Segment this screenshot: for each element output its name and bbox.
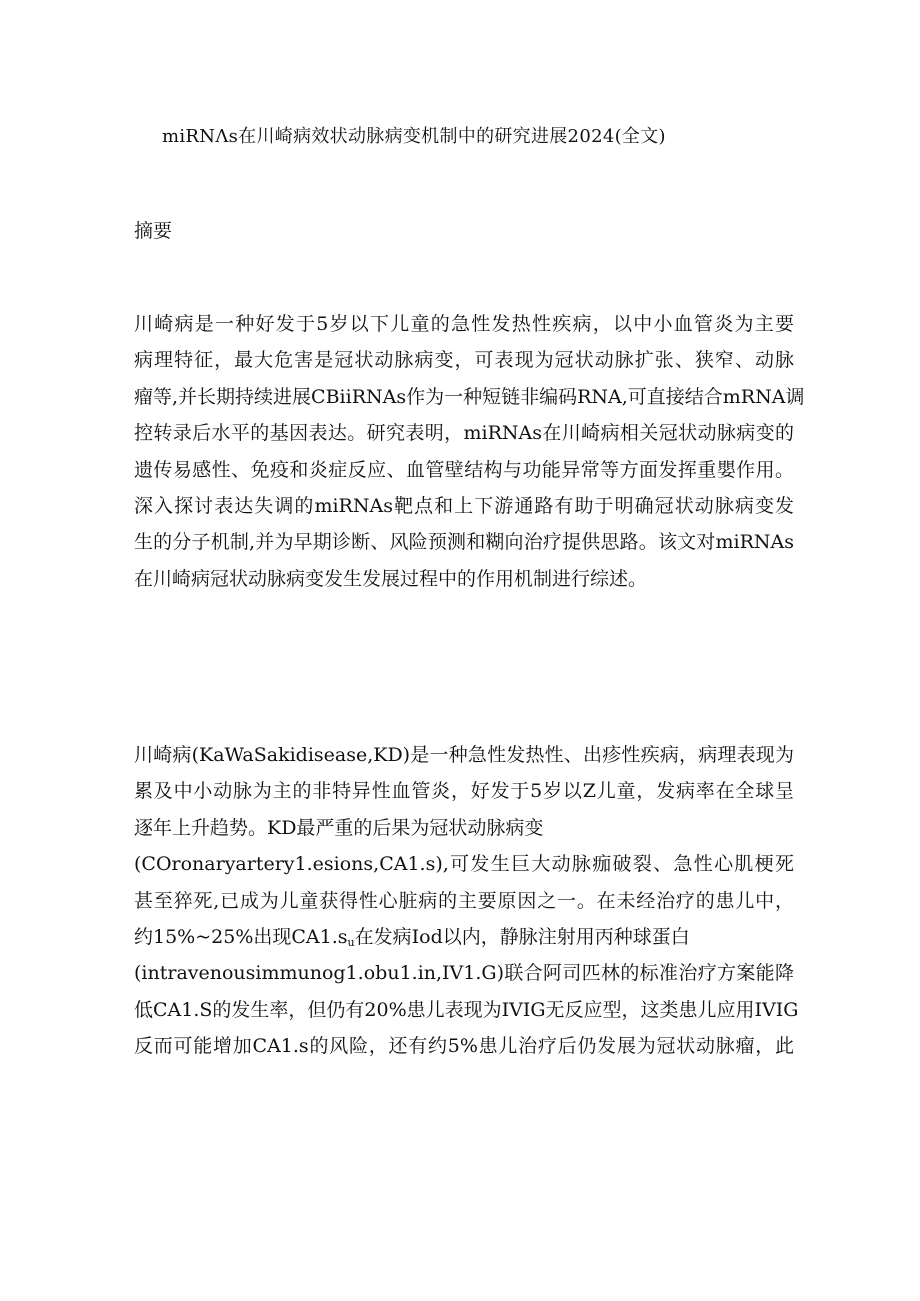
text-line: (COronaryartery1.esions,CA1.s),可发生巨大动脉痂破裂、急性心肌梗死 (134, 853, 794, 876)
text-fragment: 在发病Iod以内，静脉注射用丙种球蛋白 (354, 925, 690, 948)
document-title: miRNΛs在川崎病效状动脉病变机制中的研究进展2024(全文) (162, 126, 666, 147)
text-line: 累及中小动脉为主的非特异性血管炎，好发于5岁以Z儿童，发病率在全球呈 (134, 780, 794, 803)
text-line: 瘤等,并长期持续进展CBiiRNAs作为一种短链非编码RNA,可直接结合mRNA调 (134, 385, 805, 408)
text-line: 控转录后水平的基因表达。研究表明，miRNAs在川崎病相关冠状动脉病变的 (134, 422, 794, 445)
text-line: 低CA1.S的发生率，但仍有20%患儿表现为IVIG无反应型，这类患儿应用IVIG (134, 998, 799, 1021)
body-paragraph (134, 737, 799, 1065)
text-line: 遗传易感性、免疫和炎症反应、血管壁结构与功能异常等方面发挥重嬰作用。 (134, 458, 794, 481)
text-line: 逐年上升趋势。KD最严重的后果为冠状动脉病变 (134, 816, 544, 839)
text-line: 在川崎病冠状动脉病变发生发展过程中的作用机制进行综述。 (134, 567, 648, 590)
text-line-with-subscript (134, 919, 794, 955)
text-line: 反而可能增加CA1.s的风险，还有约5%患儿治疗后仍发展为冠状动脉瘤，此 (134, 1035, 794, 1058)
abstract-heading: 摘要 (134, 220, 173, 242)
subscript: u (347, 935, 355, 949)
text-line: 生的分子机制,并为早期诊断、风险预测和糊向治疗提供思路。该文对miRNAs (134, 531, 794, 554)
text-line: 川崎病是一种好发于5岁以下儿童的急性发热性疾病，以中小血管炎为主要 (134, 313, 794, 335)
text-line: (intravenousimmunog1.obu1.in,IV1.G)联合阿司匹林的标准治疗方案能降 (134, 962, 794, 985)
text-line: 川崎病(KaWaSakidisease,KD)是一种急性发热性、出疹性疾病，病理表现为 (134, 744, 794, 766)
text-fragment: 约15%~25%出现CA1.s (134, 925, 348, 948)
text-line: 病理特征，最大危害是冠状动脉病变，可表现为冠状动脉扩张、狭窄、动脉 (134, 349, 794, 372)
text-line: 甚至猝死,已成为儿童获得性心脏病的主要原因之一。在未经治疗的患儿中， (134, 889, 794, 912)
text-line: 深入探讨表达失调的miRNAs靶点和上下游通路有助于明确冠状动脉病变发 (134, 494, 794, 517)
abstract-paragraph (134, 306, 805, 597)
